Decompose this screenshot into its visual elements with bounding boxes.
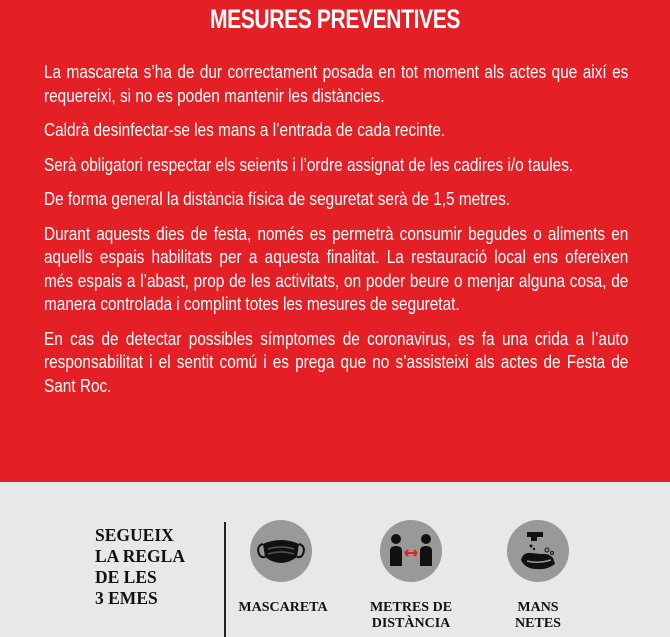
item-label-line: MASCARETA (238, 600, 328, 615)
measure-paragraph: Durant aquests dies de festa, només es permetrà consumir begudes o aliments en aquells espais habilitats per a aquesta finalitat. La restauració local ens ofereixen més espais a l’abast, prop de les activitats, on poder beure o menjar alguna cosa, de manera controlada i complint totes les mesures de seguretat. (44, 222, 629, 314)
divider (224, 522, 226, 637)
item-label-hands (473, 600, 603, 632)
measures-list (44, 60, 628, 408)
rule-line: SEGUEIX (95, 525, 174, 545)
item-label-line: METRES DE (369, 600, 453, 615)
rule-line: LA REGLA (95, 546, 185, 566)
hand-wash-icon (507, 520, 569, 582)
face-mask-icon (250, 520, 312, 582)
item-label-line: MANS (517, 600, 559, 615)
distance-icon (380, 520, 442, 582)
rule-line: DE LES (95, 567, 157, 587)
item-label-distance (346, 600, 476, 632)
item-label-mask (218, 600, 348, 616)
item-label-line: DISTÀNCIA (371, 616, 451, 631)
measure-paragraph: Caldrà desinfectar-se les mans a l’entrada de cada recinte. (44, 119, 446, 140)
measure-paragraph: En cas de detectar possibles símptomes de coronavirus, es fa una crida a l’auto responsabilitat i el sentit comú i es prega que no s’assisteixi als actes de Festa de Sant Roc. (44, 327, 629, 396)
item-label-line: NETES (515, 616, 561, 631)
rule-line: 3 EMES (95, 588, 158, 608)
measure-paragraph: Serà obligatori respectar els seients i l’ordre assignat de les cadires i/o taules. (44, 153, 574, 175)
measure-paragraph: De forma general la distància física de seguretat serà de 1,5 metres. (44, 188, 511, 209)
measure-paragraph: La mascareta s’ha de dur correctament posada en tot moment als actes que així es requereixi, si no es poden mantenir les distàncies. (44, 61, 629, 106)
poster-title: MESURES PREVENTIVES (209, 4, 461, 34)
rule-heading (95, 525, 185, 609)
